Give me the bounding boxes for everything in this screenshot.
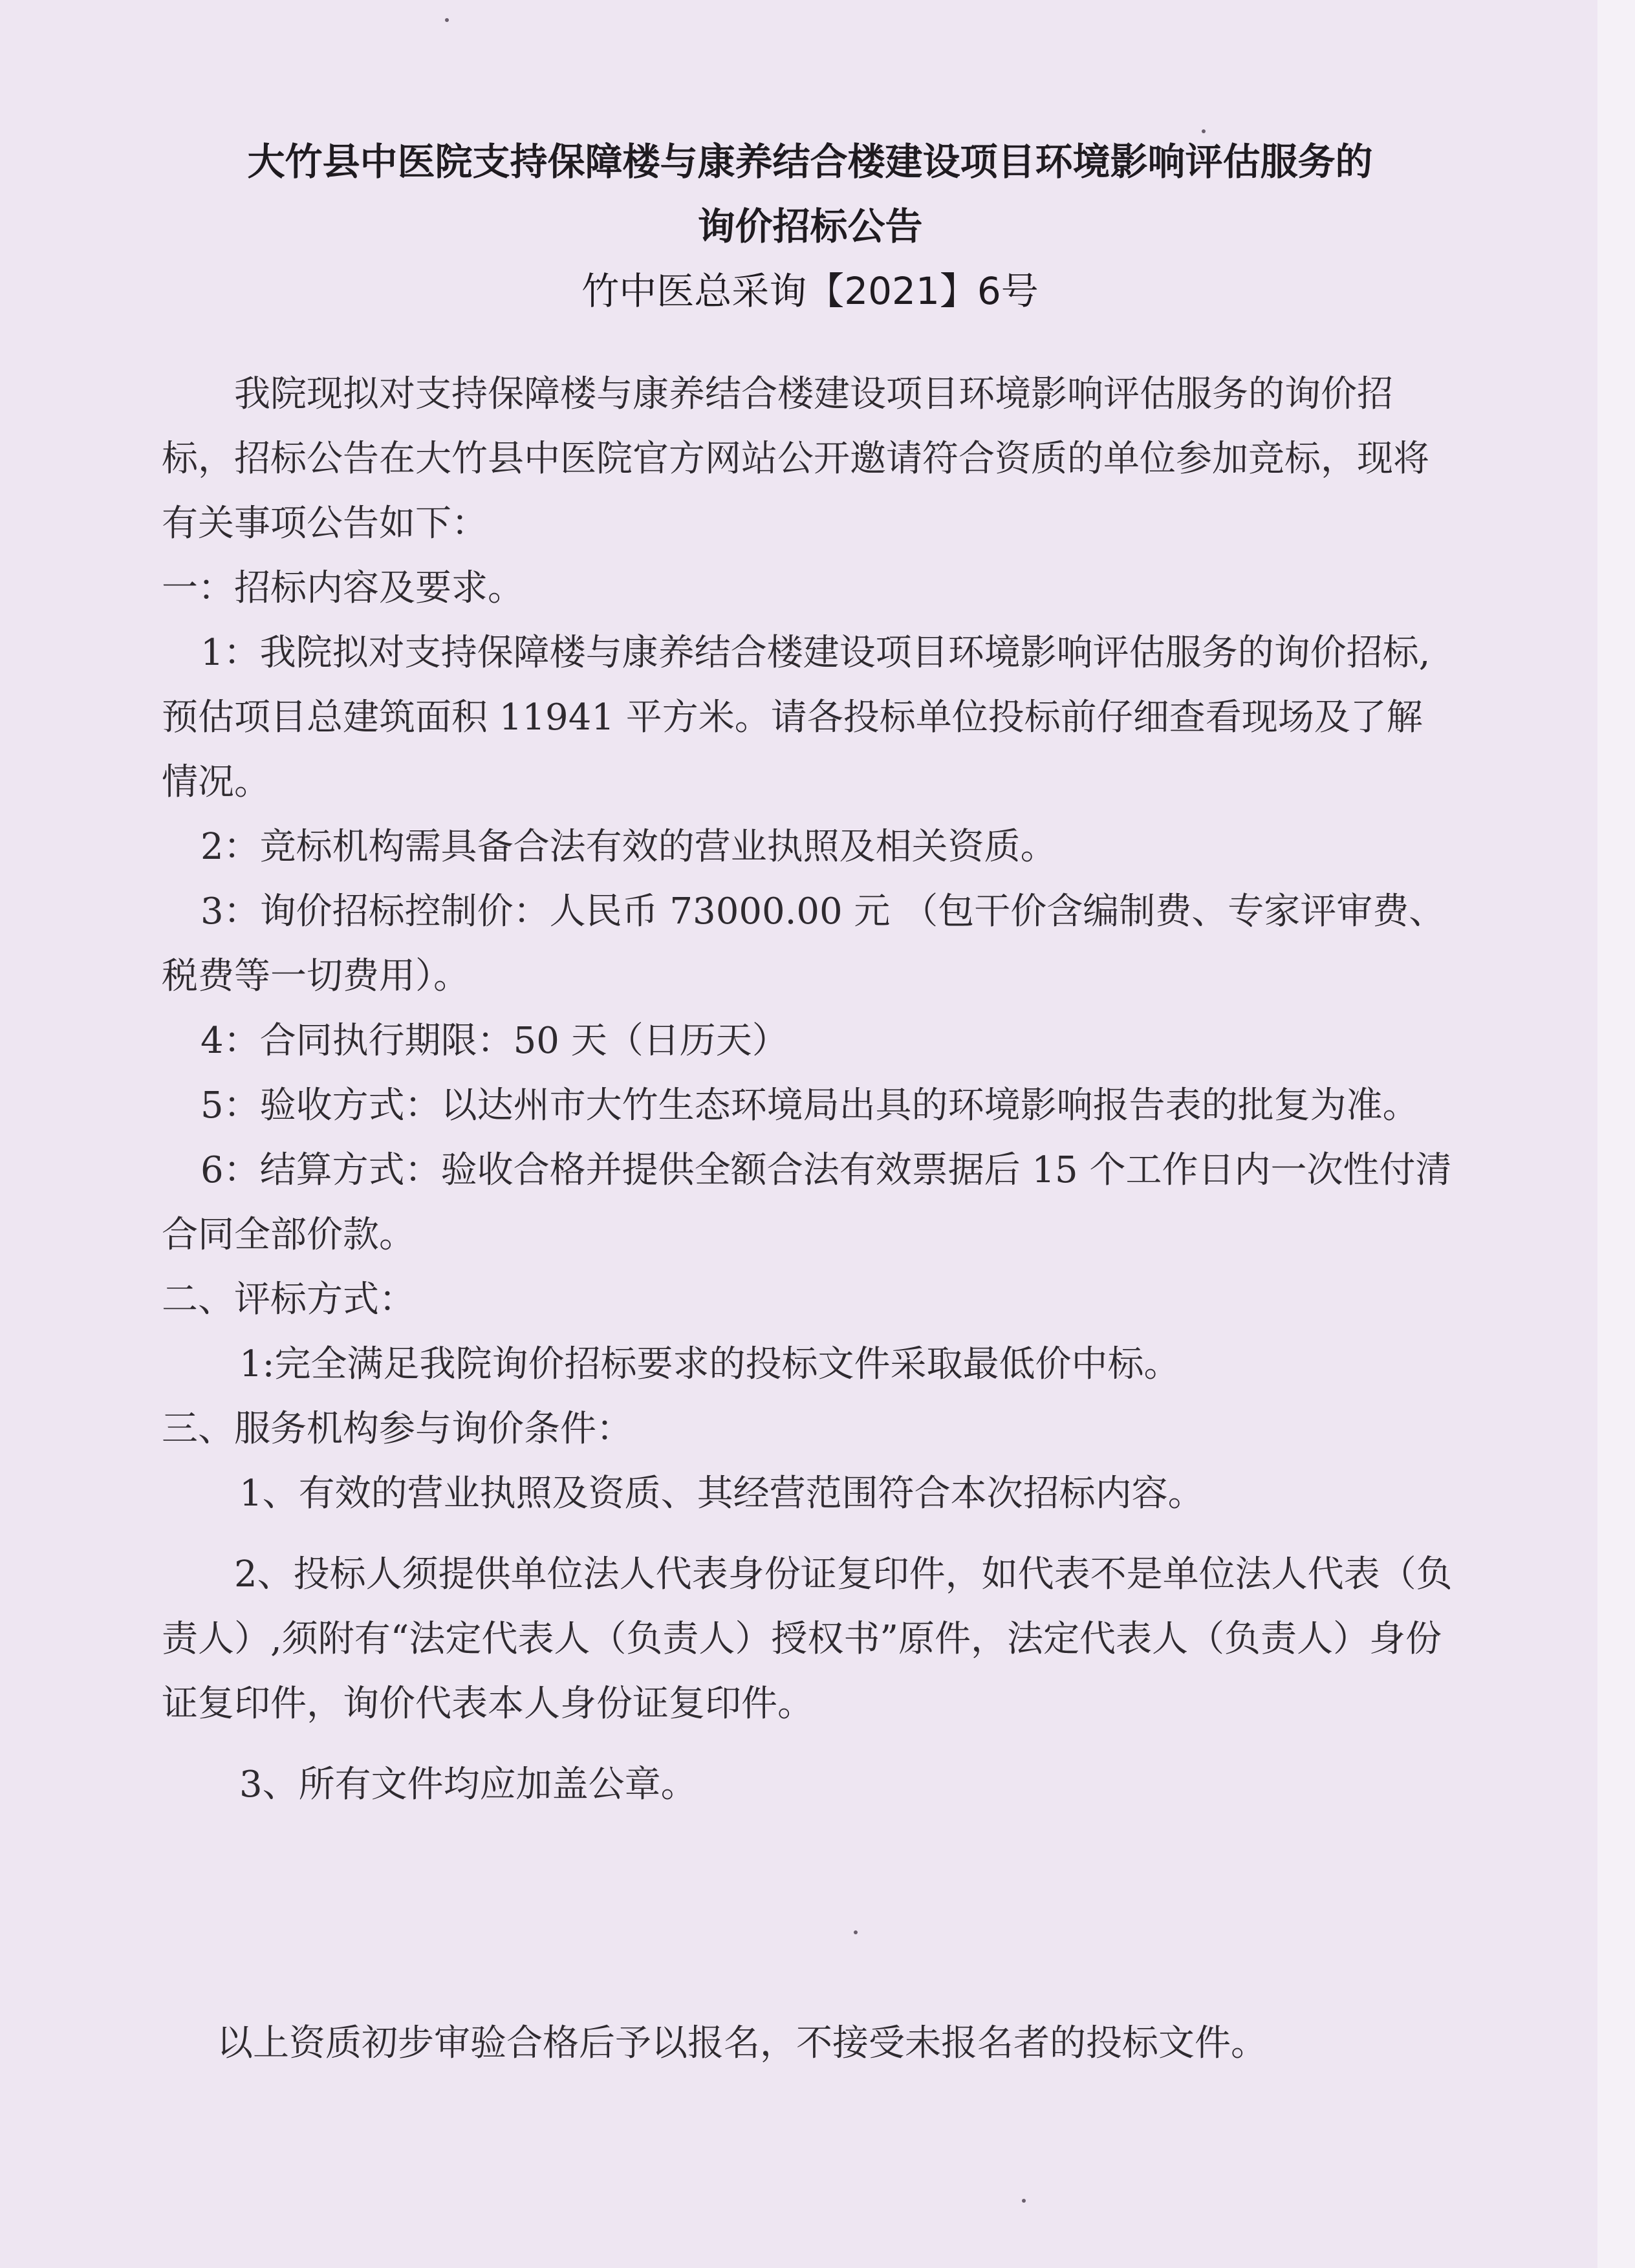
scan-edge <box>1597 0 1635 2268</box>
section3-heading: 三、服务机构参与询价条件： <box>162 1408 633 1450</box>
section1-heading: 一：招标内容及要求。 <box>162 567 524 609</box>
scan-speck <box>445 18 449 22</box>
section1-item-5: 5：验收方式：以达州市大竹生态环境局出具的环境影响报告表的批复为准。 <box>200 1085 1419 1127</box>
section2-item-1: 1:完全满足我院询价招标要求的投标文件采取最低价中标。 <box>239 1343 1180 1385</box>
section3-item-3: 3、所有文件均应加盖公章。 <box>239 1764 697 1806</box>
section1-item-3: 3：询价招标控制价：人民币 73000.00 元 （包干价含编制费、专家评审费、税费等一切费用）。 <box>162 891 1446 997</box>
document-number: 竹中医总采询【2021】6号 <box>581 269 1039 313</box>
intro-paragraph: 我院现拟对支持保障楼与康养结合楼建设项目环境影响评估服务的询价招标，招标公告在大竹县中医院官方网站公开邀请符合资质的单位参加竞标，现将有关事项公告如下： <box>162 373 1429 545</box>
title-line-2: 询价招标公告 <box>697 204 923 248</box>
document-body <box>162 129 1458 1817</box>
section3-item-2: 2、投标人须提供单位法人代表身份证复印件，如代表不是单位法人代表（负责人）,须附有“法定代表人（负责人）授权书”原件，法定代表人（负责人）身份证复印件，询价代表本人身份证复印件。 <box>162 1553 1453 1725</box>
title-line-1: 大竹县中医院支持保障楼与康养结合楼建设项目环境影响评估服务的 <box>247 140 1373 184</box>
section1-item-2: 2：竞标机构需具备合法有效的营业执照及相关资质。 <box>200 826 1057 868</box>
section2-heading: 二、评标方式： <box>162 1279 415 1321</box>
footer-note: 以上资质初步审验合格后予以报名，不接受未报名者的投标文件。 <box>217 2022 1267 2064</box>
scan-speck <box>854 1930 858 1934</box>
section1-item-4: 4：合同执行期限：50 天（日历天） <box>200 1020 788 1062</box>
section1-item-1: 1：我院拟对支持保障楼与康养结合楼建设项目环境影响评估服务的询价招标,预估项目总建筑面积 11941 平方米。请各投标单位投标前仔细查看现场及了解情况。 <box>162 632 1431 803</box>
section3-item-1: 1、有效的营业执照及资质、其经营范围符合本次招标内容。 <box>239 1473 1204 1515</box>
scan-speck <box>1022 2199 1026 2203</box>
section1-item-6: 6：结算方式：验收合格并提供全额合法有效票据后 15 个工作日内一次性付清合同全部价款。 <box>162 1149 1452 1256</box>
